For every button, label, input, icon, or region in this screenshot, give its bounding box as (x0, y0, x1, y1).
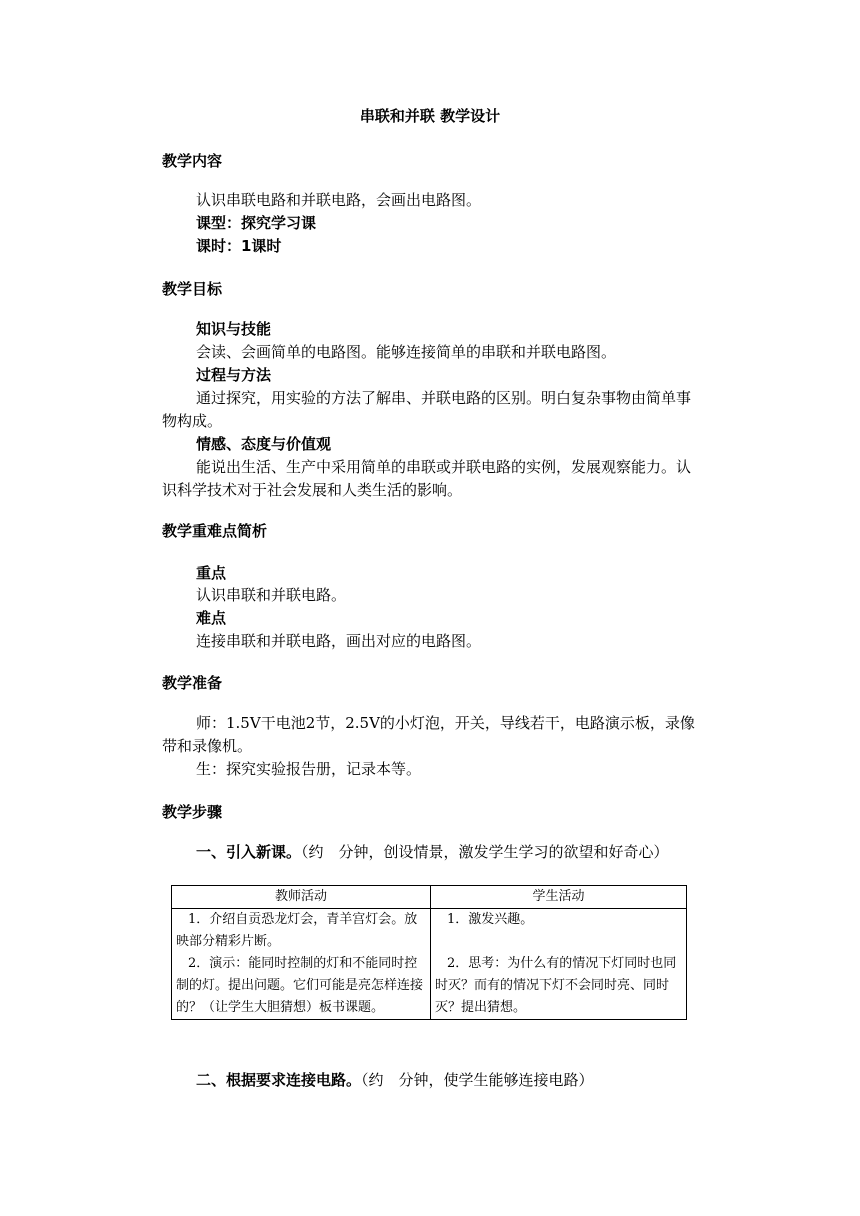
student-activity-cell (431, 909, 687, 1020)
teacher-item-2: 2．演示：能同时控制的灯和不能同时控制的灯。提出问题。它们可能是亮怎样连接的？（让学生大胆猜想）板书课题。 (176, 956, 424, 1015)
heading-teaching-content: 教学内容 (162, 152, 223, 170)
step1-line (162, 841, 702, 864)
emotion-text: 能说出生活、生产中采用简单的串联或并联电路的实例，发展观察能力。认识科学技术对于社会发展和人类生活的影响。 (162, 458, 692, 499)
subheading-knowledge: 知识与技能 (196, 320, 272, 338)
step2-note: （约 分钟，使学生能够连接电路） (361, 1071, 594, 1089)
key-text: 认识串联和并联电路。 (196, 586, 347, 604)
lesson-hours: 课时：1课时 (196, 237, 282, 255)
heading-steps: 教学步骤 (162, 803, 223, 821)
table-header-row (172, 886, 687, 909)
step2-line (162, 1069, 702, 1092)
activity-table (171, 885, 687, 1020)
heading-teaching-goals: 教学目标 (162, 280, 223, 298)
step1-note: （约 分钟，创设情景，激发学生学习的欲望和好奇心） (301, 843, 669, 861)
col-teacher-activity: 教师活动 (172, 886, 431, 909)
subheading-process: 过程与方法 (196, 366, 272, 384)
table-row (172, 909, 687, 1020)
content-line: 认识串联电路和并联电路，会画出电路图。 (196, 191, 482, 209)
lesson-type: 课型：探究学习课 (196, 214, 317, 232)
knowledge-text: 会读、会画简单的电路图。能够连接简单的串联和并联电路图。 (196, 343, 617, 361)
step1-title: 一、引入新课。 (196, 843, 302, 861)
subheading-key: 重点 (196, 564, 227, 582)
student-item-1: 1．激发兴趣。 (447, 912, 534, 927)
teacher-item-1: 1．介绍自贡恐龙灯会，青羊宫灯会。放映部分精彩片断。 (176, 912, 418, 949)
process-text: 通过探究，用实验的方法了解串、并联电路的区别。明白复杂事物由简单事物构成。 (162, 389, 692, 430)
heading-key-points: 教学重难点简析 (162, 522, 268, 540)
teacher-prep-text: 师：1.5V干电池2节，2.5V的小灯泡，开关，导线若干，电路演示板，录像带和录像机。 (162, 714, 695, 755)
student-prep-text: 生：探究实验报告册，记录本等。 (196, 760, 422, 778)
heading-preparation: 教学准备 (162, 674, 223, 692)
subheading-emotion: 情感、态度与价值观 (196, 435, 332, 453)
difficult-text: 连接串联和并联电路，画出对应的电路图。 (196, 632, 482, 650)
col-student-activity: 学生活动 (431, 886, 687, 909)
student-item-2: 2．思考：为什么有的情况下灯同时也同时灭？而有的情况下灯不会同时亮、同时灭？提出猜想。 (435, 956, 677, 1015)
document-title: 串联和并联 教学设计 (359, 107, 501, 125)
teacher-activity-cell (172, 909, 431, 1020)
subheading-difficult: 难点 (196, 609, 227, 627)
step2-title: 二、根据要求连接电路。 (196, 1071, 362, 1089)
